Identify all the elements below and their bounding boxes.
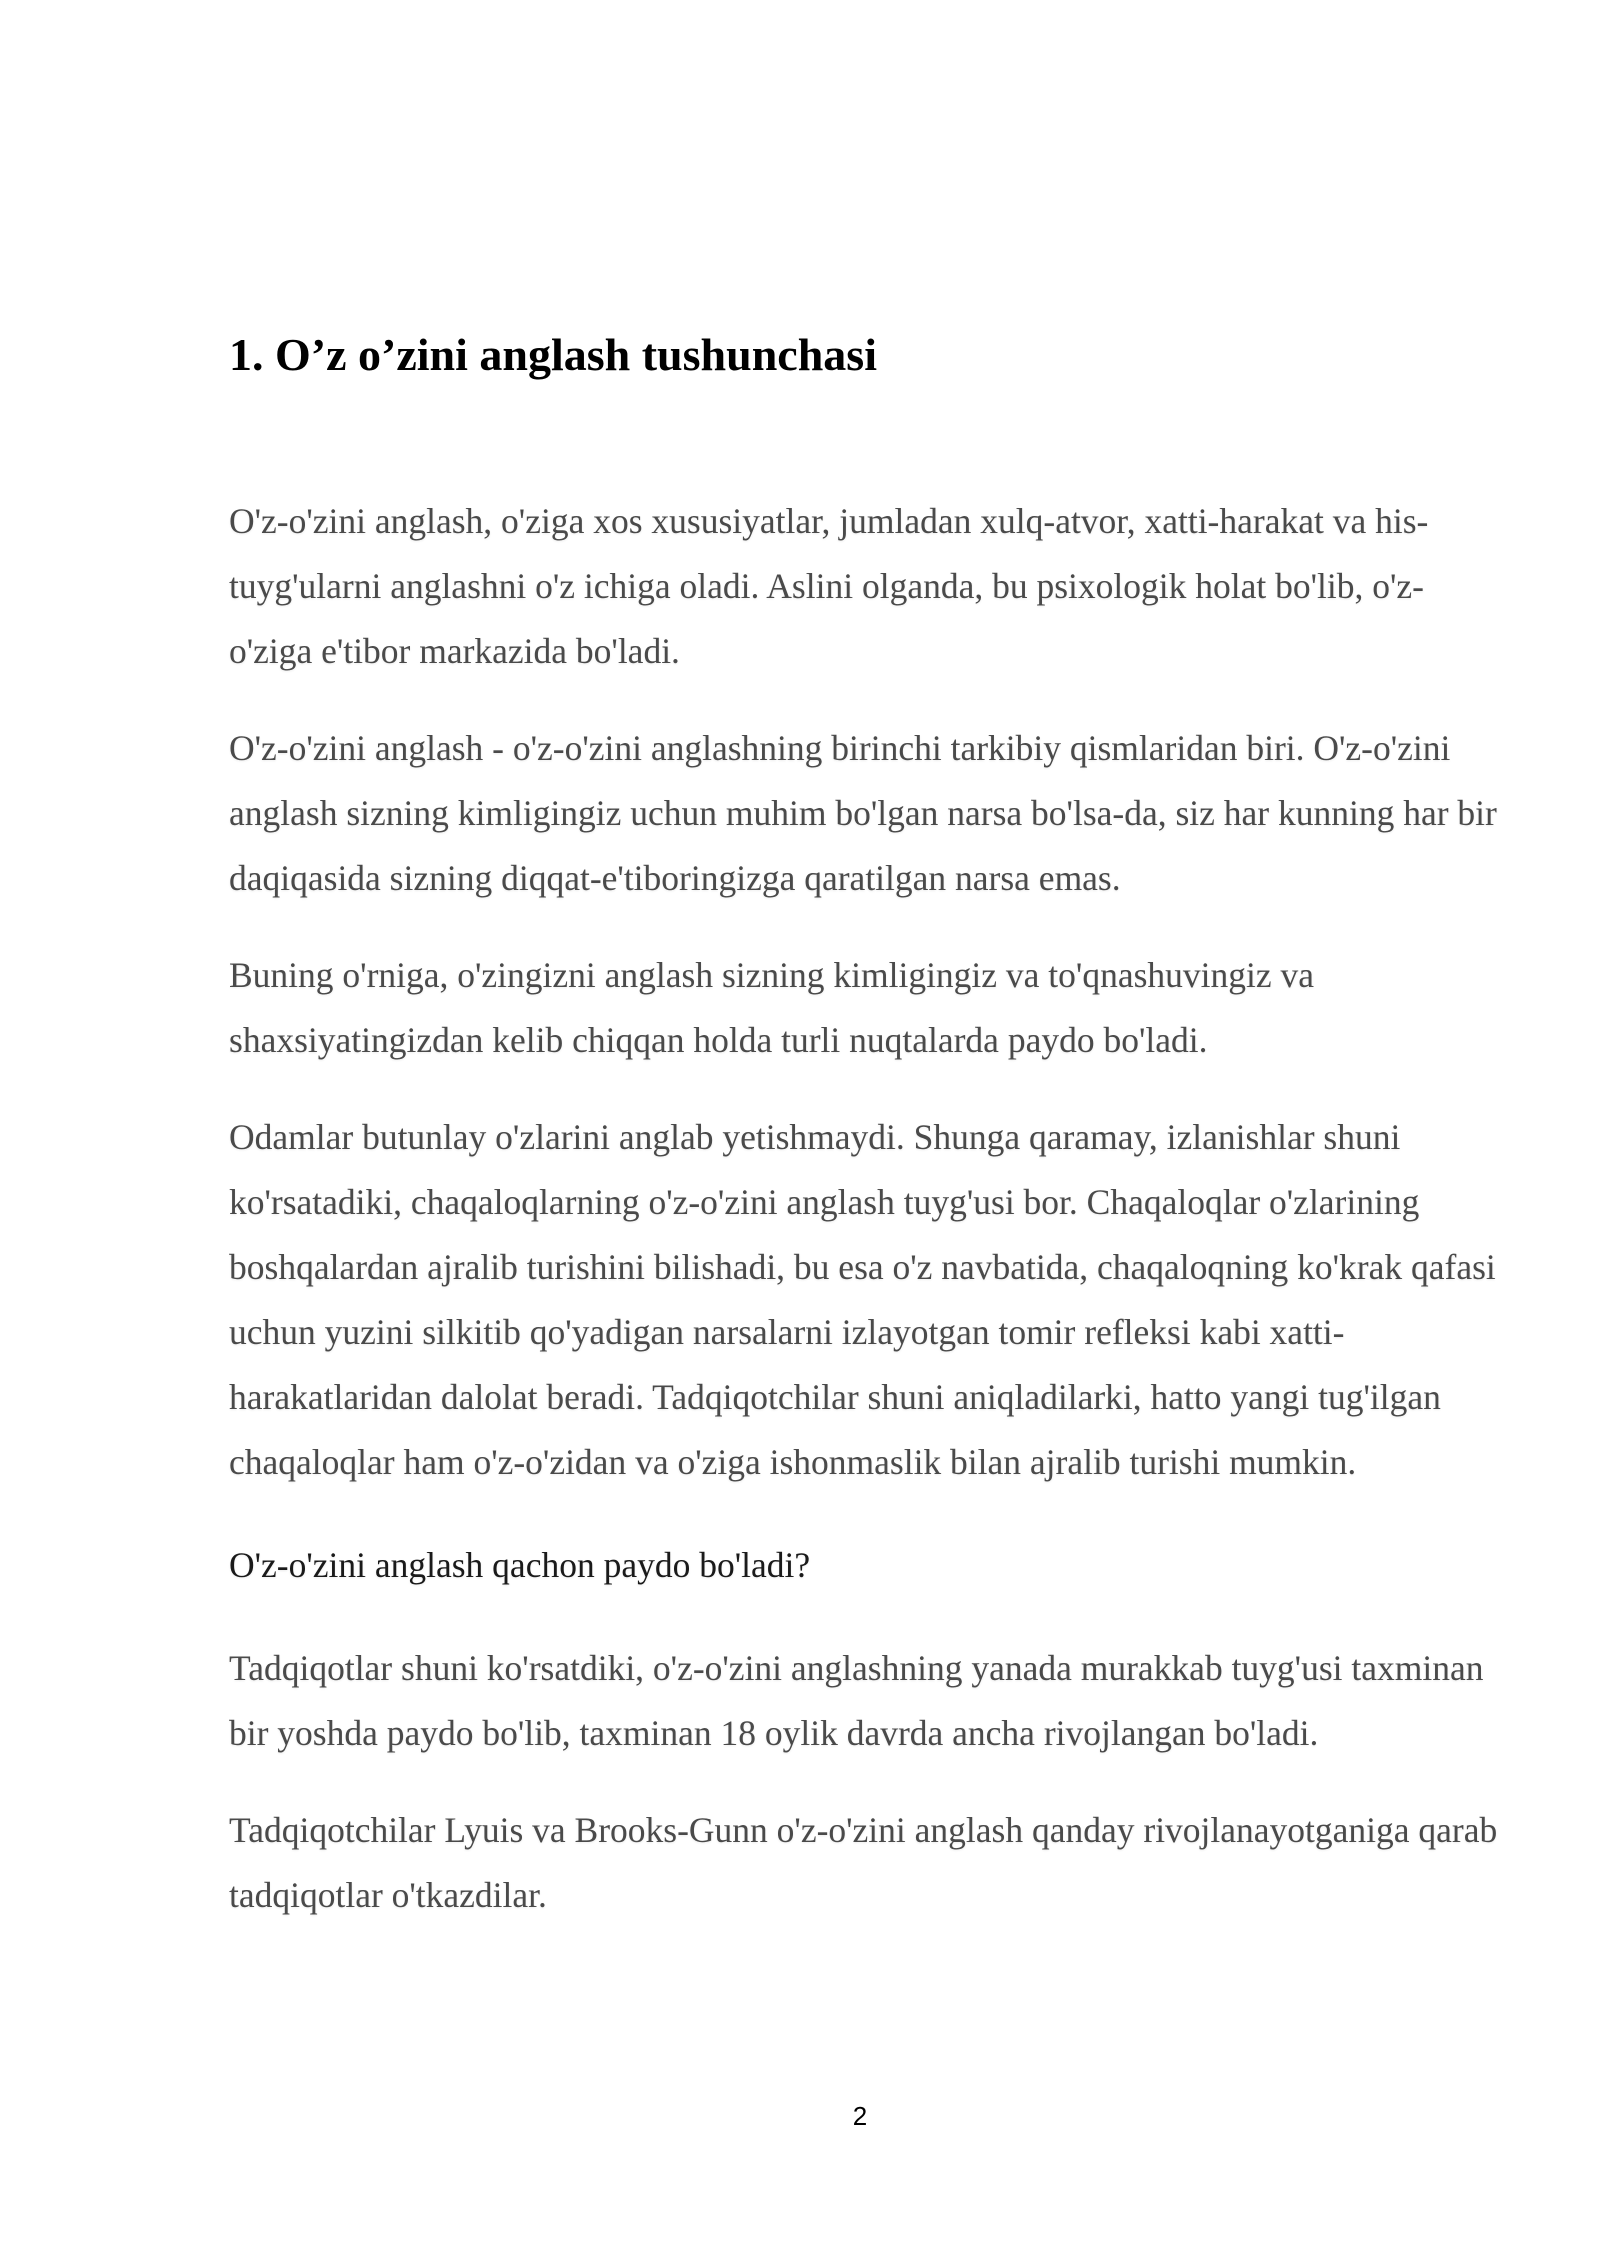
paragraph-4: Odamlar butunlay o'zlarini anglab yetishmaydi. Shunga qaramay, izlanishlar shuni ko'rsatadiki, chaqaloqlarning o'z-o'zini anglash tuyg'usi bor. Chaqaloqlar o'zlarining boshqalardan ajralib turishini bilishadi, bu esa o'z navbatida, chaqaloqning ko'krak qafasi uchun yuzini silkitib qo'yadigan narsalarni izlayotgan tomir refleksi kabi xatti-harakatlaridan dalolat beradi. Tadqiqotchilar shuni aniqladilarki, hatto yangi tug'ilgan chaqaloqlar ham o'z-o'zidan va o'ziga ishonmaslik bilan ajralib turishi mumkin. bbox=[229, 1117, 1496, 1482]
paragraph-5: Tadqiqotlar shuni ko'rsatdiki, o'z-o'zini anglashning yanada murakkab tuyg'usi taxminan bir yoshda paydo bo'lib, taxminan 18 oylik davrda ancha rivojlangan bo'ladi. bbox=[229, 1648, 1484, 1753]
page-number: 2 bbox=[852, 2101, 868, 2131]
paragraph-2: O'z-o'zini anglash - o'z-o'zini anglashning birinchi tarkibiy qismlaridan biri. O'z-o'zini anglash sizning kimligingiz uchun muhim bo'lgan narsa bo'lsa-da, siz har kunning har bir daqiqasida sizning diqqat-e'tiboringizga qaratilgan narsa emas. bbox=[229, 728, 1497, 898]
paragraph-3: Buning o'rniga, o'zingizni anglash sizning kimligingiz va to'qnashuvingiz va shaxsiyatingizdan kelib chiqqan holda turli nuqtalarda paydo bo'ladi. bbox=[229, 955, 1315, 1060]
subheading: O'z-o'zini anglash qachon paydo bo'ladi? bbox=[229, 1545, 811, 1585]
paragraph-1: O'z-o'zini anglash, o'ziga xos xususiyatlar, jumladan xulq-atvor, xatti-harakat va his-tuyg'ularni anglashni o'z ichiga oladi. Aslini olganda, bu psixologik holat bo'lib, o'z-o'ziga e'tibor markazida bo'ladi. bbox=[229, 501, 1429, 671]
page-content bbox=[229, 325, 1499, 1960]
section-heading: 1. O’z o’zini anglash tushunchasi bbox=[229, 329, 877, 380]
paragraph-6: Tadqiqotchilar Lyuis va Brooks-Gunn o'z-o'zini anglash qanday rivojlanayotganiga qarab tadqiqotlar o'tkazdilar. bbox=[229, 1810, 1498, 1915]
